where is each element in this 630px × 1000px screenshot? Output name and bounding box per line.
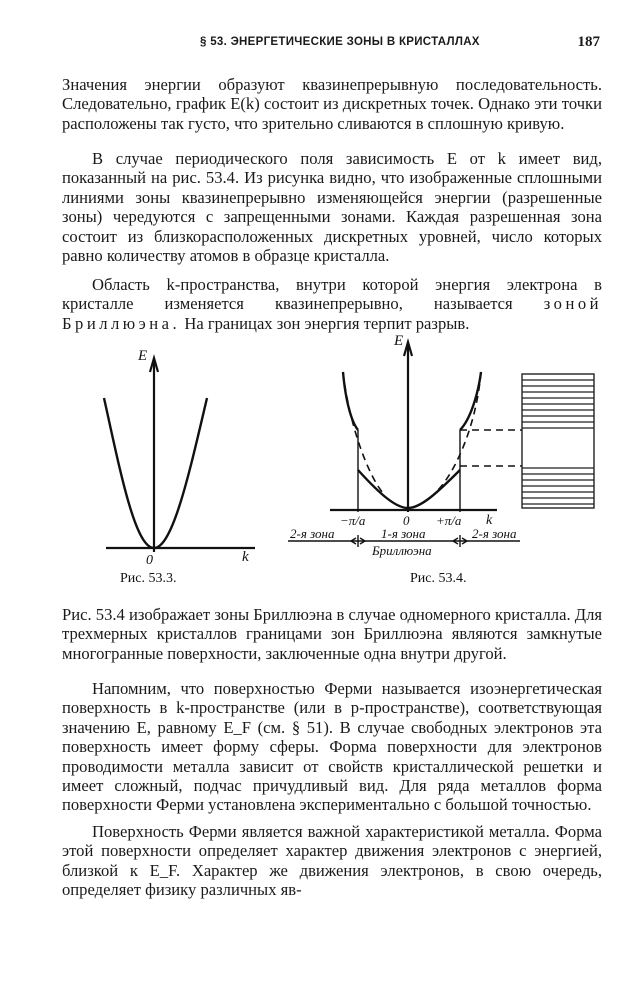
fig4-caption: Рис. 53.4. bbox=[410, 571, 467, 586]
fig4-e-arrow bbox=[404, 342, 412, 356]
fig4-e-label: E bbox=[394, 333, 404, 349]
fig3-e-label: E bbox=[138, 348, 148, 364]
fig3-caption: Рис. 53.3. bbox=[120, 571, 177, 586]
fig4-zone-left: 2-я зона bbox=[290, 526, 335, 541]
paragraph-4: Рис. 53.4 изображает зоны Бриллюэна в случае одномерного кристалла. Для трехмерных кристаллов границами зон Бриллюэна являются замкнутые многогранные поверхности, заключенные одна внутри другой. bbox=[62, 605, 602, 663]
fig4-band-diagram bbox=[522, 374, 594, 508]
fig4-second-band-left bbox=[343, 372, 358, 430]
figure-53-4 bbox=[288, 333, 594, 586]
fig4-tick-origin: 0 bbox=[403, 513, 410, 528]
fig4-tick-left: −π/a bbox=[340, 513, 366, 528]
fig4-free-parabola-left bbox=[343, 372, 383, 493]
paragraph-3 bbox=[62, 275, 602, 333]
paragraph-3-end: На границах зон энергия терпит разрыв. bbox=[180, 313, 470, 333]
fig4-zone-right: 2-я зона bbox=[472, 526, 517, 541]
paragraph-6: Поверхность Ферми является важной характеристикой металла. Форма этой поверхности определяет характер движения электронов с энергией, близкой к E_F. Характер же движения электронов, в свою очередь, определяет физику различных яв- bbox=[62, 822, 602, 900]
fig3-parabola bbox=[104, 398, 207, 548]
fig4-first-band bbox=[358, 470, 460, 508]
paragraph-1: Значения энергии образуют квазинепрерывную последовательность. Следовательно, график E(k) состоит из дискретных точек. Однако эти точки расположены так густо, что зрительно сливаются в сплошную кривую. bbox=[62, 75, 602, 133]
paragraph-3-start: Область k-пространства, внутри которой энергия электрона в кристалле изменяется квазинепрерывно, называется bbox=[62, 275, 602, 314]
fig4-k-label: k bbox=[486, 513, 493, 528]
page-header bbox=[0, 34, 630, 56]
fig4-zone-center: 1-я зона bbox=[381, 526, 426, 541]
paragraph-5: Напомним, что поверхностью Ферми называется изоэнергетическая поверхность в k-пространстве (или в p-пространстве), соответствующая значению E, равному E_F (см. § 51). В случае свободных электронов эта поверхность имеет форму сферы. Форма поверхности для электронов проводимости металла зависит от свойств кристаллической решетки и имеет сложный, подчас причудливый вид. Для ряда металлов форма поверхности Ферми установлена экспериментально с большой точностью. bbox=[62, 679, 602, 815]
fig4-zone-center-sub: Бриллюэна bbox=[372, 543, 432, 558]
running-head: § 53. ЭНЕРГЕТИЧЕСКИЕ ЗОНЫ В КРИСТАЛЛАХ bbox=[200, 36, 480, 48]
fig3-e-arrow bbox=[150, 358, 158, 372]
fig4-free-parabola-right bbox=[435, 372, 481, 493]
figure-53-3 bbox=[104, 348, 255, 586]
fig3-origin-label: 0 bbox=[146, 553, 153, 568]
fig3-k-label: k bbox=[242, 549, 249, 565]
fig4-tick-right: +π/a bbox=[436, 513, 462, 528]
term-brillouin-zone: зоной Бриллюэна. bbox=[62, 294, 602, 333]
page-number: 187 bbox=[577, 34, 600, 50]
fig4-second-band-right bbox=[460, 372, 481, 430]
paragraph-2: В случае периодического поля зависимость E от k имеет вид, показанный на рис. 53.4. Из рисунка видно, что изображенные сплошными линиями зоны квазинепрерывно изменяющейся энергии (разрешенные зоны) чередуются с запрещенными зонами. Каждая разрешенная зона состоит из близкорасположенных дискретных уровней, число которых равно количеству атомов в образце кристалла. bbox=[62, 149, 602, 266]
